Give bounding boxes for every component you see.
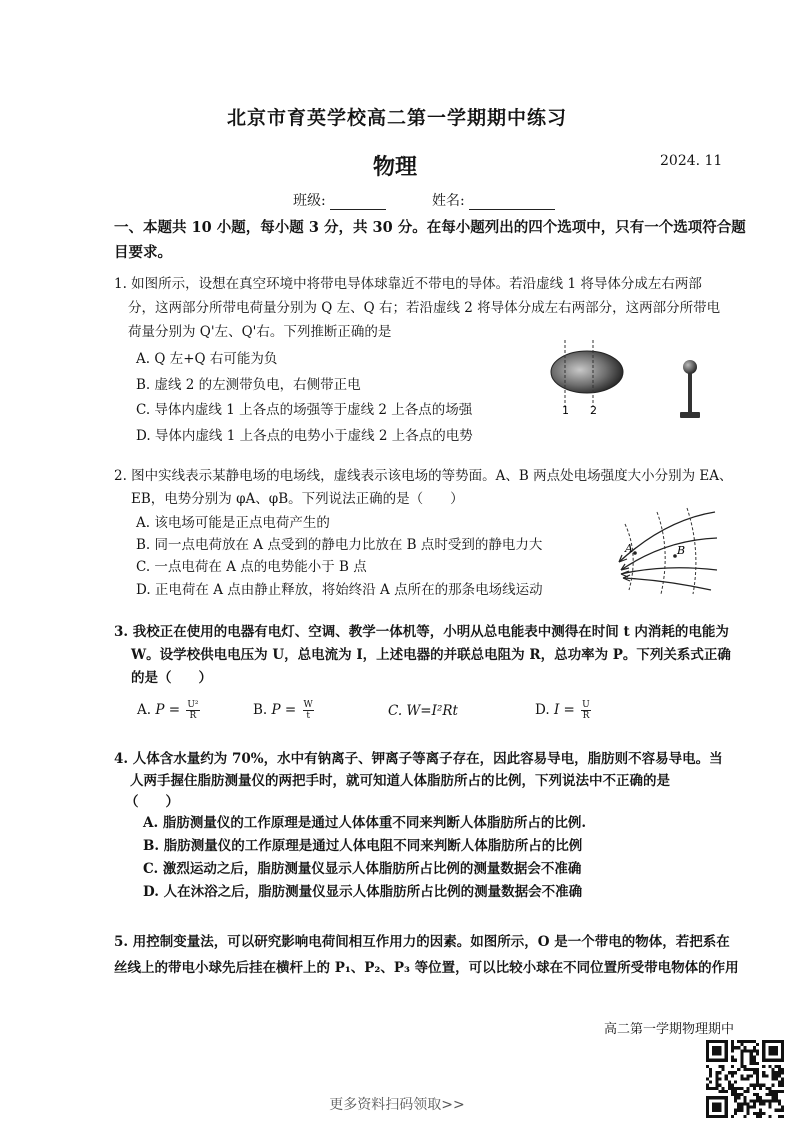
q2-option-a: A. 该电场可能是正点电荷产生的 <box>136 515 330 531</box>
q3-line1: 3. 我校正在使用的电器有电灯、空调、教学一体机等，小明从总电能表中测得在时间 t 内消耗的电能为 <box>114 624 729 640</box>
q3-a-lhs: P = <box>155 702 181 718</box>
label-a: A <box>625 542 633 555</box>
subject-title: 物理 <box>373 154 418 180</box>
q1-option-a: A. Q 左+Q 右可能为负 <box>136 351 278 367</box>
fig-label-2: 2 <box>590 404 597 417</box>
section-heading: 一、本题共 10 小题，每小题 3 分，共 30 分。在每小题列出的四个选项中，只有一个选项符合题目要求。 <box>114 219 746 261</box>
q2-option-b: B. 同一点电荷放在 A 点受到的静电力比放在 B 点时受到的静电力大 <box>136 537 543 553</box>
equipotential-3 <box>687 508 696 594</box>
point-a <box>633 551 637 555</box>
page-info: 高二第一学期物理期中 <box>604 1022 735 1037</box>
q2-option-c: C. 一点电荷在 A 点的电势能小于 B 点 <box>136 559 367 575</box>
q3-d-fraction <box>581 700 591 721</box>
q1-option-d: D. 导体内虚线 1 上各点的电势小于虚线 2 上各点的电势 <box>136 428 473 444</box>
label-b: B <box>677 544 686 557</box>
field-line-3 <box>621 568 717 574</box>
q3-a-numerator: U² <box>187 700 199 710</box>
q1-option-b: B. 虚线 2 的左测带负电，右侧带正电 <box>136 377 361 393</box>
q3-a-fraction <box>186 700 199 721</box>
stand-base <box>680 412 700 418</box>
name-blank <box>469 195 555 210</box>
q5-line2: 丝线上的带电小球先后挂在横杆上的 P₁、P₂、P₃ 等位置，可以比较小球在不同位置所受带电物体的作用 <box>114 960 739 976</box>
exam-date: 2024. 11 <box>660 153 723 169</box>
q3-d-denominator: R <box>582 711 590 721</box>
ball-stand <box>688 373 692 413</box>
name-label: 姓名: <box>432 193 465 209</box>
q3-b-prefix: B. <box>253 702 268 718</box>
q3-option-d <box>535 700 593 721</box>
q4-option-a: A. 脂肪测量仪的工作原理是通过人体体重不同来判断人体脂肪所占的比例. <box>143 815 587 831</box>
q3-line2: W。设学校供电电压为 U，总电流为 I，上述电器的并联总电阻为 R，总功率为 P。下列关系式正确 <box>131 647 731 663</box>
q3-a-prefix: A. <box>137 702 152 718</box>
q3-d-lhs: I = <box>553 702 575 718</box>
q2-line2: EB，电势分别为 φA、φB。下列说法正确的是（ ） <box>131 491 464 507</box>
q2-figure <box>605 504 725 596</box>
q1-line1: 1. 如图所示，设想在真空环境中将带电导体球靠近不带电的导体。若沿虚线 1 将导体分成左右两部 <box>114 276 702 292</box>
q3-d-prefix: D. <box>535 702 550 718</box>
class-blank <box>330 195 386 210</box>
footer-note: 更多资料扫码领取>> <box>329 1097 465 1113</box>
q3-d-numerator: U <box>582 700 590 710</box>
q3-a-denominator: R <box>189 711 197 721</box>
conductor-ellipse <box>551 351 623 393</box>
fig-label-1: 1 <box>562 404 569 417</box>
q3-line3: 的是（ ） <box>131 670 212 686</box>
q2-line1: 2. 图中实线表示某静电场的电场线，虚线表示该电场的等势面。A、B 两点处电场强度大小分别为 EA、 <box>114 468 733 484</box>
class-label: 班级: <box>293 193 326 209</box>
q3-option-b <box>253 700 316 721</box>
q3-option-c: C. W=I²Rt <box>388 703 458 719</box>
q5-line1: 5. 用控制变量法，可以研究影响电荷间相互作用力的因素。如图所示，O 是一个带电的物体，若把系在 <box>114 934 730 950</box>
q1-figure <box>545 338 720 430</box>
q3-b-lhs: P = <box>271 702 297 718</box>
q3-b-fraction <box>303 700 314 721</box>
page-title: 北京市育英学校高二第一学期期中练习 <box>226 107 567 129</box>
q4-line3: （ ） <box>125 794 179 810</box>
q4-option-d: D. 人在沐浴之后，脂肪测量仪显示人体脂肪所占比例的测量数据会不准确 <box>143 884 583 900</box>
q4-option-b: B. 脂肪测量仪的工作原理是通过人体电阻不同来判断人体脂肪所占的比例 <box>143 838 583 854</box>
field-line-4 <box>623 578 711 590</box>
q4-line1: 4. 人体含水量约为 70%，水中有钠离子、钾离子等离子存在，因此容易导电，脂肪则不容易导电。当 <box>114 751 723 767</box>
q4-option-c: C. 激烈运动之后，脂肪测量仪显示人体脂肪所占比例的测量数据会不准确 <box>143 861 582 877</box>
charged-ball <box>683 360 697 374</box>
q1-line3: 荷量分别为 Q'左、Q'右。下列推断正确的是 <box>128 324 392 340</box>
name-field <box>432 190 555 210</box>
q4-line2: 人两手握住脂肪测量仪的两把手时，就可知道人体脂肪所占的比例，下列说法中不正确的是 <box>130 773 670 789</box>
q3-b-denominator: t <box>306 711 310 721</box>
class-field <box>293 190 386 210</box>
q2-option-d: D. 正电荷在 A 点由静止释放，将始终沿 A 点所在的那条电场线运动 <box>136 582 543 598</box>
q1-option-c: C. 导体内虚线 1 上各点的场强等于虚线 2 上各点的场强 <box>136 402 473 418</box>
q1-line2: 分，这两部分所带电荷量分别为 Q 左、Q 右；若沿虚线 2 将导体分成左右两部分，这两部分所带电 <box>128 300 721 316</box>
q3-b-numerator: W <box>303 700 313 710</box>
q3-option-a <box>137 700 202 721</box>
